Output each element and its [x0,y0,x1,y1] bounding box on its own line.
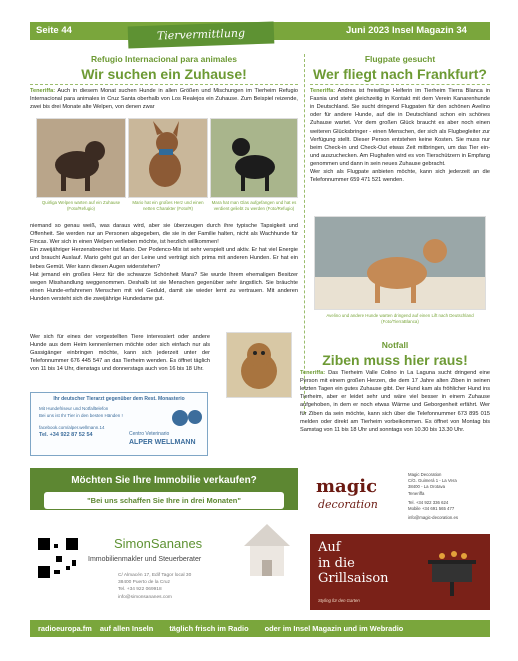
grill-line: in die [318,555,355,571]
info-line: Magic Decoration [408,472,442,477]
footer-bar [30,620,490,637]
cat-dog-icon [171,405,203,431]
immo-address [118,572,191,601]
grill-line: Auf [318,540,341,555]
info-line: C/G. Guimerá 1 - La Vera [408,478,457,484]
vet-center: Centro Veterinario [129,431,170,437]
qr-code-icon[interactable] [36,536,80,580]
vet-facebook: facebook.com/alper.wellmann.14 [39,424,105,430]
issue-info: Juni 2023 Insel Magazin 34 [346,25,467,36]
footer-text: täglich frisch im Radio [169,624,249,633]
lead-text: Das Tierheim Valle Colino in La Laguna sucht dringend eine Person mit einem großen Herzen, die dem 17 Jahre alten Ziben in seinen letzten Tagen ein gutes Zuhause gibt. Der Hund kam als fröhlicher Hund ins Tierheim, aber er leidet sehr und wäre viel besser in einem Zuhause aufgehoben, in dem er noch etwas Wärme und Geborgenheit erfährt. Wer für Ziben da sein möchte, kann sich über die Telefonnummer 673 895 015 melden oder direkt am Tierheim vorbeikommen. Es öffnet von Montag bis Samstag von 11 bis 18 Uhr und sonntags von 10.30 bis 13.30 Uhr. [300,370,490,433]
caption-avelino: Avelino und andere Hunde warten dringend auf einen Lift nach Deutschland (Foto/TierraBlanca) [326,313,474,324]
mara-photo [210,118,298,198]
magic-mobile: Mobile +34 691 565 477 [408,506,455,512]
decoration-brand: decoration [318,498,378,511]
dog-icon [37,119,125,197]
immo-content [30,510,298,610]
magic-top [310,468,490,532]
vet-name: ALPER WELLMANN [129,439,196,446]
address-line: Tel. +34 922 069918 [118,587,162,593]
house-key-icon [240,520,294,604]
left-lead [30,87,298,111]
vet-heading: Ihr deutscher Tierarzt gegenüber dem Rest. Monasterio [53,396,185,402]
left-title: Wir suchen ein Zuhause! [81,66,247,82]
immo-ad[interactable] [30,468,298,610]
paragraph: Wer sich als Flugpate anbieten möchte, kann sich jederzeit an die Telefonnummer 659 471 521 wenden. [310,169,490,184]
magic-email: info@magic-decoration.es [408,515,458,521]
page-number: Seite 44 [36,25,72,36]
grill-line: Grillsaison [318,571,389,587]
address-line: info@simonsananes.com [118,594,172,600]
magic-brand: magic [316,476,378,497]
footer-text: auf allen Inseln [99,624,154,633]
paragraph: Ein zweijähriger Herzensbrecher ist Mario. Der Podenco-Mix ist sehr verspielt und aktiv. Er hat viel Energie und braucht Auslauf. Mario geht gut an der Leine und verträgt sich prima mit anderen Hunden. Er hat ein liebes Gemüt. Wer kann diesen Augen widerstehen? [30,247,298,270]
info-line: Teneriffa [408,490,425,496]
right-subtitle: Flugpate gesucht [364,54,436,64]
paragraph: niemand so genau weiß, was daraus wird, aber sie überzeugen durch ihre typische Tapsigkeit und Offenheit. Sie werden nur an Personen abgegeben, die sie in der Familie halten, nicht als Wachhunde für Fincas. Wer sich in einen Welpen verlieben möchte, ist herzlich willkommen! [30,223,298,246]
vet-phone: Tel. +34 922 87 52 54 [39,432,93,439]
section-banner: Tiervermittlung [128,21,275,48]
divider [30,84,298,85]
immo-brand: SimonSananes [114,536,203,551]
notfall-body [300,369,490,434]
left-subtitle: Refugio Internacional para animales [91,54,237,64]
left-body [30,222,298,303]
footer-text: oder im Insel Magazin und im Webradio [264,624,404,633]
grill-icon [422,544,482,600]
dog-icon [129,119,207,197]
divider [310,84,490,85]
address-line: C/ Almacén 17, Edif Tagor local 30 [118,573,192,578]
immo-subbrand: Immobilienmakler und Steuerberater [88,556,202,563]
ziben-photo [226,332,292,398]
caption-mario: Mario hat ein großes Herz und einen netten Charakter (Foto/R) [132,200,204,211]
paragraph: Hat jemand ein großes Herz für die schwarze Schönheit Mara? Sie wurde Ihrem ehemaligen Besitzer wegen Misshandlung weggenommen. Deshalb ist sie Menschen gegenüber sehr ängstlich. Sie bräuchte einen Hunde-erfahrenen Menschen mit viel Geduld, damit sie wieder lernt zu vertrauen. Mit anderen Hunden versteht sich die zweijährige Hundedame gut. [30,271,298,302]
lead-label: Teneriffa: [300,370,326,376]
magic-info [408,472,458,522]
dog-icon [211,119,297,197]
grill-tagline: Styling für den Garten [318,598,360,603]
magic-ad[interactable] [310,468,490,610]
grill-panel [310,534,490,610]
vet-line: Mit Hundefriseur und Notfalltelefon [39,406,109,411]
avelino-photo [314,216,486,310]
right-title: Wer fliegt nach Frankfurt? [313,66,487,82]
mario-photo [128,118,208,198]
caption-puppies: Quirliga Welpen warten auf ein Zuhause (Foto/Refugio) [41,200,121,211]
immo-title: Möchten Sie Ihre Immobilie verkaufen? [71,475,257,486]
puppies-photo [36,118,126,198]
immo-slogan: "Bei uns schaffen Sie Ihre in drei Monaten" [44,492,284,509]
right-body [310,87,490,184]
notfall-title: Ziben muss hier raus! [322,352,468,368]
left-body-end [30,333,210,374]
vet-ad[interactable] [30,392,208,456]
magic-phone: Tel. +34 922 336 624 [408,499,449,505]
info-line: 38400 - La Orotava [408,484,446,490]
grill-headline [318,540,389,587]
paragraph: Wer sich für eines der vorgestellten Tiere interessiert oder andere Hunde aus dem Heim kennenlernen möchte oder sich einfach nur als Gassigänger einbringen möchte, kann sich jederzeit unter der Telefonnummer 676 445 547 an das Tierheim wenden. Es öffnet täglich von 11 bis 14 Uhr, dienstags und donnerstags auch von 16 bis 18 Uhr. [30,334,210,373]
address-line: 38400 Puerto de la Cruz [118,580,170,586]
lead-label: Teneriffa: [30,88,56,94]
dog-icon [315,217,485,309]
caption-mara: Mara hat man Glas aufgefangen und hat es verdient geliebt zu werden (Foto/Refugio) [211,200,297,211]
footer-site-link[interactable]: radioeuropa.fm [38,624,92,633]
vet-line: Bei uns ist Ihr Tier in den besten Händen ! [39,412,123,418]
lead-text: Auch in diesem Monat suchen Hunde in allen Größen und Mischungen im Tierheim Refugio Internacional para animales in Cruz Santa oberhalb von Los Realejos ein Zuhause. Zum Beispiel reizende, zwei bis drei Monate alte Welpen, von denen zwar [30,88,298,111]
lead-text: Andrea ist freiwillige Helferin im Tierheim Tierra Blanca in Fasnia und steht gleichzeitig in Kontakt mit dem Verein Kanarenhunde in Deutschland. Sie sucht dringend Flugpaten für den schönen Avelino oder für andere Hunde, auf die in Deutschland schon ein schönes Zuhause wartet. Vor dem großen Glück braucht es aber noch einen weiteren Glücksbringer - einen Menschen, der sich als Flugbegleiter zur Verfügung stellt. Dieser Person entstehen keine Kosten. Sie muss nur beim Check-in und Check-Out etwas Zeit mitbringen, um das Tier ein- und auszuchecken. Am Flughafen wird es von Tierschützern in Empfang genommen und dann in sein neues Zuhause gebracht. [310,88,490,167]
dog-icon [227,333,291,397]
notfall-subtitle: Notfall [381,340,409,350]
lead-label: Teneriffa: [310,88,336,94]
